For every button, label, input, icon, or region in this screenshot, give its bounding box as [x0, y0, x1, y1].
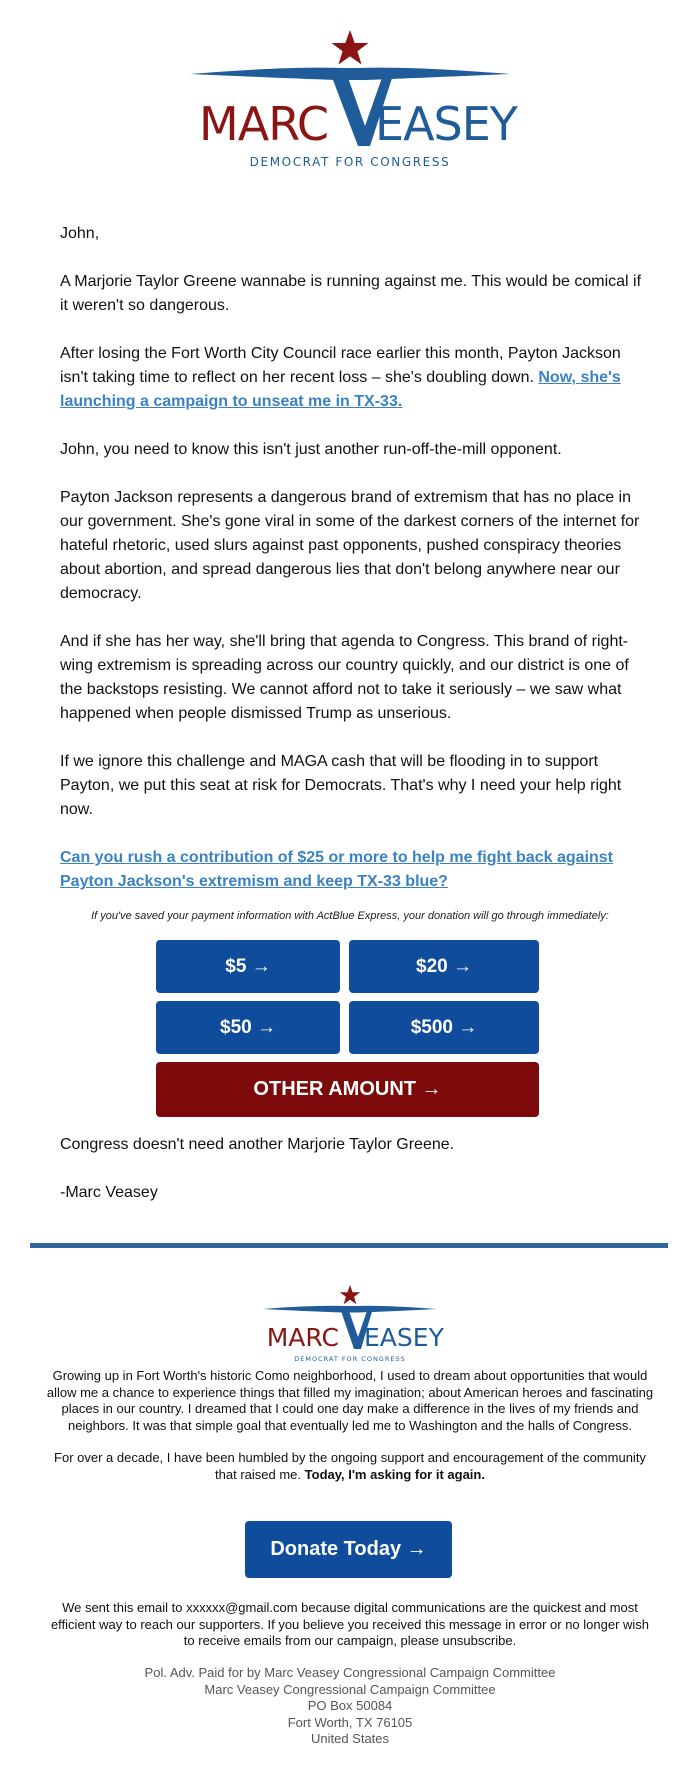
paragraph-3: John, you need to know this isn't just another run-off-the-mill opponent.: [60, 441, 562, 458]
marc-veasey-logo: [170, 22, 530, 172]
donate-today-button[interactable]: Donate Today →: [245, 1521, 452, 1578]
address-block: [0, 1665, 700, 1748]
bio-paragraph-2-text: For over a decade, I have been humbled by the ongoing support and encouragement of the community that raised me.: [54, 1450, 646, 1482]
closing-line: Congress doesn't need another Marjorie Taylor Greene.: [60, 1136, 455, 1153]
star-icon: [332, 30, 369, 65]
donate-50-button[interactable]: $50 →: [156, 1001, 340, 1054]
bio-paragraph-2-bold: Today, I'm asking for it again.: [304, 1466, 485, 1482]
paragraph-1: A Marjorie Taylor Greene wannabe is running against me. This would be comical if it weren't so dangerous.: [60, 273, 642, 314]
cta-paragraph: [60, 846, 645, 894]
greeting: John,: [60, 225, 100, 242]
paragraph-2-text: After losing the Fort Worth City Council race earlier this month, Payton Jackson isn't taking time to reflect on her recent loss – she's doubling down.: [60, 345, 621, 386]
footer-logo-first-name: MARC: [266, 1323, 339, 1352]
header-logo: [0, 22, 700, 172]
campaign-link[interactable]: Now, she's launching a campaign to unseat me in TX-33.: [60, 369, 621, 410]
footer-logo-last-name: EASEY: [364, 1323, 444, 1352]
paragraph-4: Payton Jackson represents a dangerous brand of extremism that has no place in our government. She's gone viral in some of the darkest corners of the internet for hateful rhetoric, used slurs against past opponents, pushed conspiracy theories about abortion, and spread dangerous lies that don't belong anywhere near our democracy.: [60, 489, 640, 602]
footer-star-icon: [340, 1285, 361, 1304]
footer-logo: [0, 1282, 700, 1368]
bio-paragraph-1: Growing up in Fort Worth's historic Como neighborhood, I used to dream about opportunities that would allow me a chance to experience things that filled my imagination; about American heroes and fascinating places in our country. I dreamed that I could one day make a difference in the lives of my friends and neighbors. It was that simple goal that eventually led me to Washington and the halls of Congress.: [46, 1368, 654, 1433]
logo-last-name: EASEY: [375, 97, 517, 151]
footer-bio: [45, 1368, 655, 1499]
footer-divider: [30, 1243, 668, 1248]
signature: -Marc Veasey: [60, 1184, 158, 1201]
paragraph-6: If we ignore this challenge and MAGA cash that will be flooding in to support Payton, we put this seat at risk for Democrats. That's why I need your help right now.: [60, 753, 622, 818]
donate-20-button[interactable]: $20 →: [349, 940, 539, 993]
logo-first-name: MARC: [199, 97, 328, 151]
letter-body: [60, 222, 645, 894]
address-line: Pol. Adv. Paid for by Marc Veasey Congressional Campaign Committee: [144, 1665, 556, 1680]
paragraph-2: [60, 342, 645, 414]
contribute-link[interactable]: Can you rush a contribution of $25 or more to help me fight back against Payton Jackson's extremism and keep TX-33 blue?: [60, 849, 613, 890]
donate-5-button[interactable]: $5 →: [156, 940, 340, 993]
bio-paragraph-2: [45, 1450, 655, 1483]
address-line: United States: [310, 1731, 390, 1746]
donate-500-button[interactable]: $500 →: [349, 1001, 539, 1054]
other-amount-button[interactable]: OTHER AMOUNT →: [156, 1062, 539, 1117]
email-notice: We sent this email to xxxxxx@gmail.com because digital communications are the quickest and most efficient way to reach our supporters. If you believe you received this message in error or no longer wish to receive emails from our campaign, please unsubscribe.: [50, 1600, 650, 1648]
address-line: Fort Worth, TX 76105: [287, 1714, 413, 1730]
paragraph-5: And if she has her way, she'll bring that agenda to Congress. This brand of right-wing extremism is spreading across our country quickly, and our district is one of the backstops resisting. We cannot afford not to take it seriously – we saw what happened when people dismissed Trump as unserious.: [60, 633, 629, 722]
actblue-express-note: If you've saved your payment information with ActBlue Express, your donation will go through immediately:: [91, 910, 609, 922]
address-line: PO Box 50084: [307, 1698, 393, 1713]
address-line: Marc Veasey Congressional Campaign Committee: [204, 1681, 496, 1697]
footer-logo-tagline: DEMOCRAT FOR CONGRESS: [294, 1355, 406, 1363]
footer-marc-veasey-logo: [255, 1282, 445, 1368]
logo-tagline: DEMOCRAT FOR CONGRESS: [249, 155, 451, 169]
